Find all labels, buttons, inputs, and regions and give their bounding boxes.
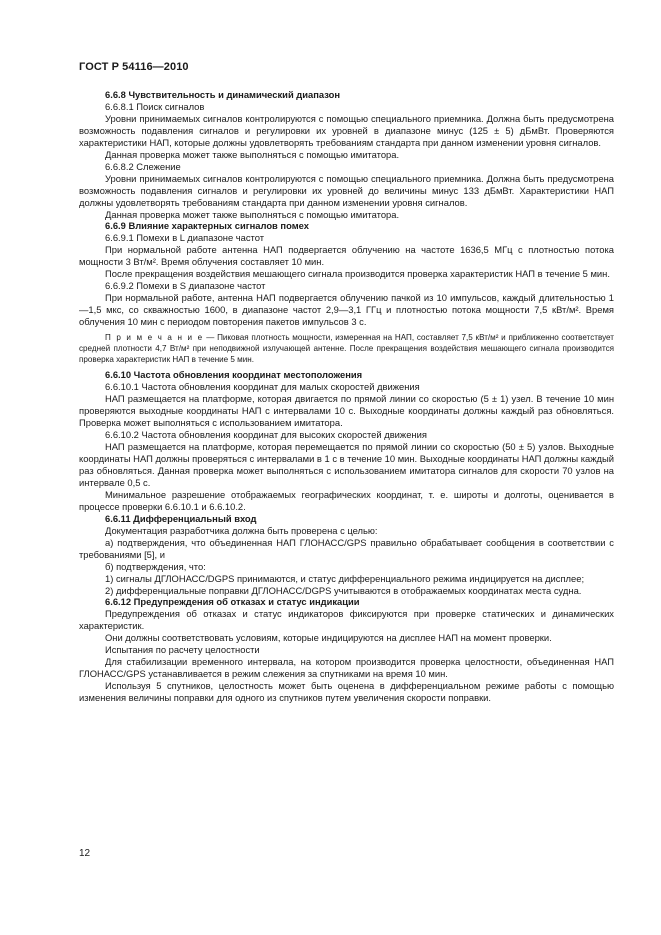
note-label: П р и м е ч а н и е (105, 333, 204, 343)
paragraph: При нормальной работе антенна НАП подвергается облучению на частоте 1636,5 МГц с плотностью потока мощности 3 Вт/м². Время облучения составляет 10 мин. (79, 244, 614, 268)
list-item: 2) дифференциальные поправки ДГЛОНАСС/DGPS учитываются в отображаемых координатах места судна. (105, 584, 582, 596)
paragraph: Данная проверка может также выполняться с помощью имитатора. (105, 148, 400, 160)
paragraph: Испытания по расчету целостности (105, 644, 260, 656)
subsection-heading: 6.6.9.1 Помехи в L диапазоне частот (105, 232, 265, 244)
document-body (79, 89, 614, 704)
section-heading-6-6-11: 6.6.11 Дифференциальный вход (105, 512, 257, 524)
paragraph: НАП размещается на платформе, которая перемещается по прямой линии со скоростью (50 ± 5) узлов. Выходные координаты НАП должны проверяться с интервалами в 1 с в течение 10 мин. Выходные координаты НАП должны каждый раз обновляться. Данная проверка может выполняться с использованием имитатора сигналов для скорости 70 узлов на интервале 0,5 с. (79, 441, 614, 488)
paragraph: Минимальное разрешение отображаемых географических координат, т. е. широты и долготы, оценивается в процессе проверки 6.6.10.1 и 6.6.10.2. (79, 488, 614, 512)
paragraph: Документация разработчика должна быть проверена с целью: (105, 524, 378, 536)
page-number: 12 (79, 848, 91, 859)
paragraph: Данная проверка может также выполняться с помощью имитатора. (105, 208, 400, 220)
list-item: б) подтверждения, что: (105, 560, 206, 572)
paragraph: Предупреждения об отказах и статус индикаторов фиксируются при проверке статических и динамических характеристик. (79, 608, 614, 632)
paragraph: Уровни принимаемых сигналов контролируются с помощью специального приемника. Должна быть предусмотрена возможность подавления сигналов и регулировки их уровней в диапазоне минус (125 ± 5) дБмВт. Проверяются характеристики НАП, которые должны удовлетворять требованиям стандарта при данном изменении уровня сигналов. (79, 112, 614, 148)
section-heading-6-6-9: 6.6.9 Влияние характерных сигналов помех (105, 220, 309, 232)
section-heading-6-6-12: 6.6.12 Предупреждения об отказах и статус индикации (105, 596, 360, 608)
section-heading-6-6-8: 6.6.8 Чувствительность и динамический диапазон (105, 89, 341, 100)
paragraph: Для стабилизации временного интервала, на котором производится проверка целостности, объединенная НАП ГЛОНАСС/GPS устанавливается в режим слежения за спутниками на время 10 мин. (79, 656, 614, 680)
paragraph: Они должны соответствовать условиям, которые индицируются на дисплее НАП на момент проверки. (105, 632, 552, 644)
subsection-heading: 6.6.10.2 Частота обновления координат для высоких скоростей движения (105, 429, 427, 441)
list-item: 1) сигналы ДГЛОНАСС/DGPS принимаются, и статус дифференциального режима индицируется на дисплее; (105, 572, 585, 584)
note-text: — Пиковая плотность мощности, измеренная на НАП, составляет 7,5 кВт/м² и приближенно соответствует средней плотности 4,7 Вт/м² при неподвижной излучающей антенне. После прекращения воздействия мешающего сигнала производится проверка характеристик НАП в течение 5 мин. (79, 333, 614, 365)
note (79, 332, 614, 365)
standard-header: ГОСТ Р 54116—2010 (79, 61, 189, 73)
subsection-heading: 6.6.8.1 Поиск сигналов (105, 100, 205, 112)
subsection-heading: 6.6.10.1 Частота обновления координат для малых скоростей движения (105, 381, 420, 393)
subsection-heading: 6.6.9.2 Помехи в S диапазоне частот (105, 280, 266, 292)
paragraph: Уровни принимаемых сигналов контролируются с помощью специального приемника. Должна быть предусмотрена возможность подавления сигналов и регулировки их уровней до величины минус 133 дБмВт. Характеристики НАП должны удовлетворять требованиям стандарта при данном изменении уровня сигналов. (79, 172, 614, 208)
list-item: а) подтверждения, что объединенная НАП ГЛОНАСС/GPS правильно обрабатывает сообщения в соответствии с требованиями [5], и (79, 536, 614, 560)
subsection-heading: 6.6.8.2 Слежение (105, 160, 181, 172)
paragraph: Используя 5 спутников, целостность может быть оценена в дифференциальном режиме работы с помощью изменения величины поправки для одного из спутников путем увеличения скорости поправки. (79, 680, 614, 704)
paragraph: После прекращения воздействия мешающего сигнала производится проверка характеристик НАП в течение 5 мин. (105, 268, 610, 280)
paragraph: НАП размещается на платформе, которая двигается по прямой линии со скоростью (5 ± 1) узел. В течение 10 мин проверяются выходные координаты НАП с интервалами 10 с. Выходные координаты должны каждый раз обновляться. Проверка может выполняться с использованием имитатора. (79, 393, 614, 429)
paragraph: При нормальной работе, антенна НАП подвергается облучению пачкой из 10 импульсов, каждый длительностью 1—1,5 мкс, со скважностью 1600, в диапазоне частот 2,9—3,1 ГГц и плотностью потока мощности 7,5 кВт/м². Время облучения 10 мин с периодом повторения пакетов импульсов 3 с. (79, 292, 614, 328)
section-heading-6-6-10: 6.6.10 Частота обновления координат местоположения (105, 369, 363, 381)
